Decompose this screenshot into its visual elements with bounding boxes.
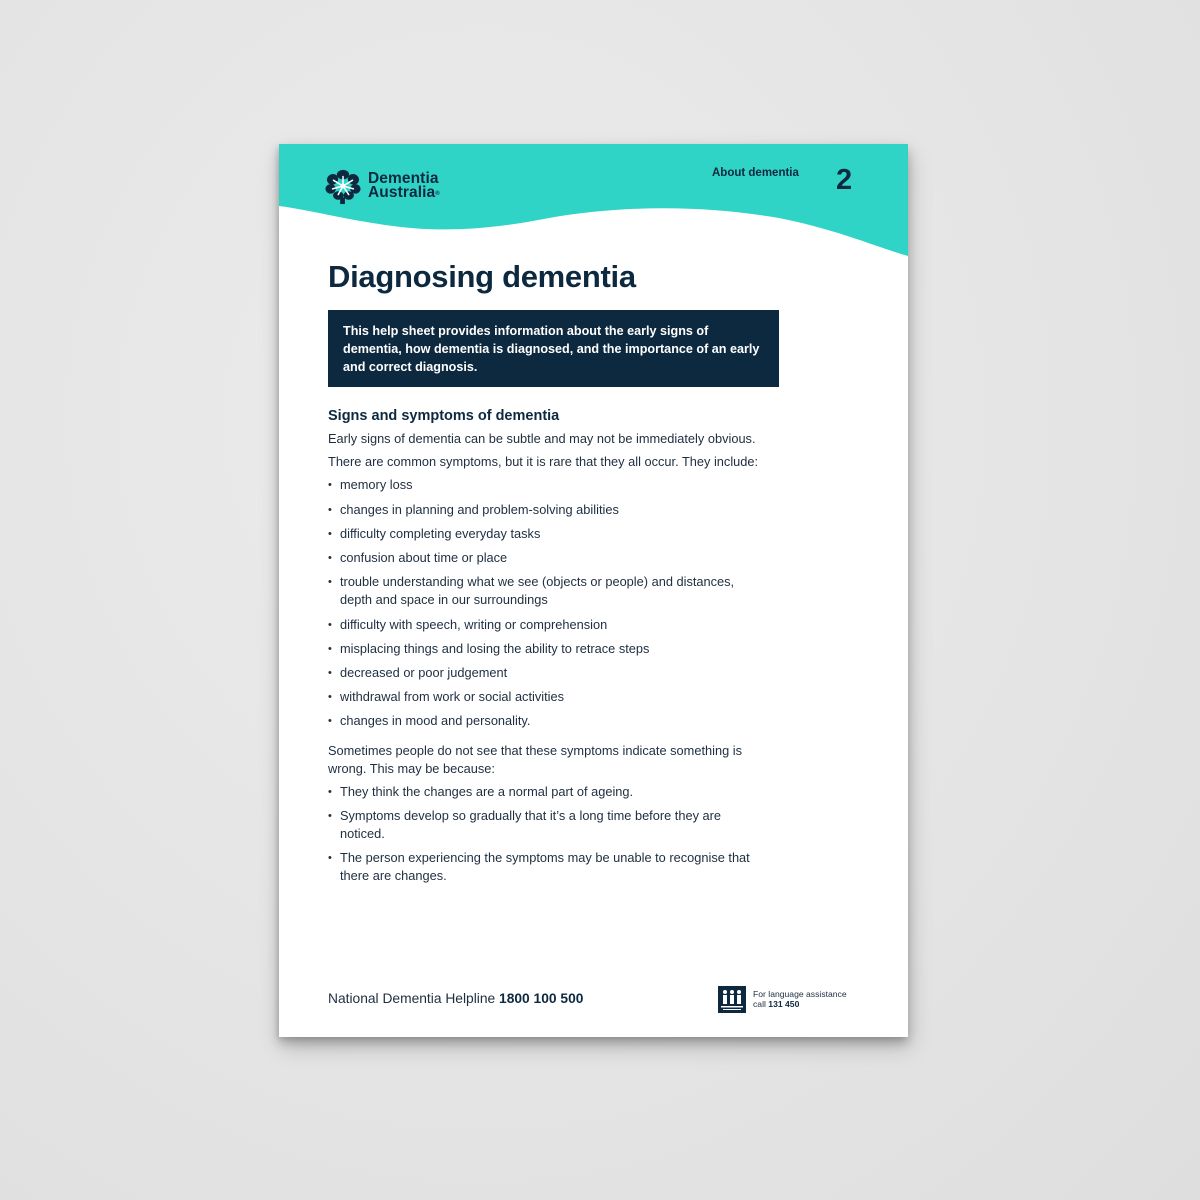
paragraph-common-symptoms: There are common symptoms, but it is rare that they all occur. They include: <box>328 454 759 470</box>
language-assistance-text <box>753 990 847 1010</box>
brand-line-1: Dementia <box>368 170 439 187</box>
intro-box: This help sheet provides information about the early signs of dementia, how dementia is diagnosed, and the importance of an early and correct diagnosis. <box>328 310 779 387</box>
list-item: • The person experiencing the symptoms may be unable to recognise that there are changes. <box>328 849 768 885</box>
list-item: • withdrawal from work or social activities <box>328 688 768 706</box>
list-item: • difficulty with speech, writing or comprehension <box>328 616 768 634</box>
brand-line-2-text: Australia <box>368 184 436 201</box>
main-content <box>328 408 768 896</box>
help-sheet-page <box>279 144 908 1037</box>
call-label: call <box>753 998 766 1009</box>
brand-registered-mark: ® <box>435 191 440 197</box>
interpreter-symbol-icon <box>718 986 746 1013</box>
list-item: • confusion about time or place <box>328 549 768 567</box>
reasons-list <box>328 783 768 885</box>
page-title: Diagnosing dementia <box>328 259 636 294</box>
symptoms-list <box>328 476 768 730</box>
list-item: • Symptoms develop so gradually that it’s a long time before they are noticed. <box>328 807 768 843</box>
paragraph-not-noticed: Sometimes people do not see that these symptoms indicate something is wrong. This may be because: <box>328 742 742 776</box>
language-assistance-call <box>753 1000 847 1010</box>
language-assistance-line: For language assistance <box>753 988 847 999</box>
interpreter-number: 131 450 <box>768 998 800 1009</box>
section-heading: Signs and symptoms of dementia <box>328 408 560 424</box>
list-item: • memory loss <box>328 476 768 494</box>
list-item: • changes in planning and problem-solving abilities <box>328 501 768 519</box>
helpline-number: 1800 100 500 <box>499 991 584 1006</box>
paragraph-early-signs: Early signs of dementia can be subtle and may not be immediately obvious. <box>328 431 756 446</box>
helpline-label: National Dementia Helpline <box>328 991 496 1006</box>
list-item: • difficulty completing everyday tasks <box>328 525 768 543</box>
list-item: • decreased or poor judgement <box>328 664 768 682</box>
brand-name <box>368 172 440 200</box>
list-item: • misplacing things and losing the ability to retrace steps <box>328 640 768 658</box>
list-item: • They think the changes are a normal part of ageing. <box>328 783 768 801</box>
brand-line-2 <box>368 186 440 200</box>
brain-logo-icon <box>324 167 362 205</box>
list-item: • changes in mood and personality. <box>328 712 768 730</box>
language-assistance <box>718 986 847 1013</box>
section-number: 2 <box>836 164 853 196</box>
section-label: About dementia <box>712 167 799 179</box>
helpline-footer <box>328 991 583 1006</box>
brand-logo <box>324 166 440 206</box>
list-item: • trouble understanding what we see (objects or people) and distances, depth and space in our surroundings <box>328 573 768 609</box>
